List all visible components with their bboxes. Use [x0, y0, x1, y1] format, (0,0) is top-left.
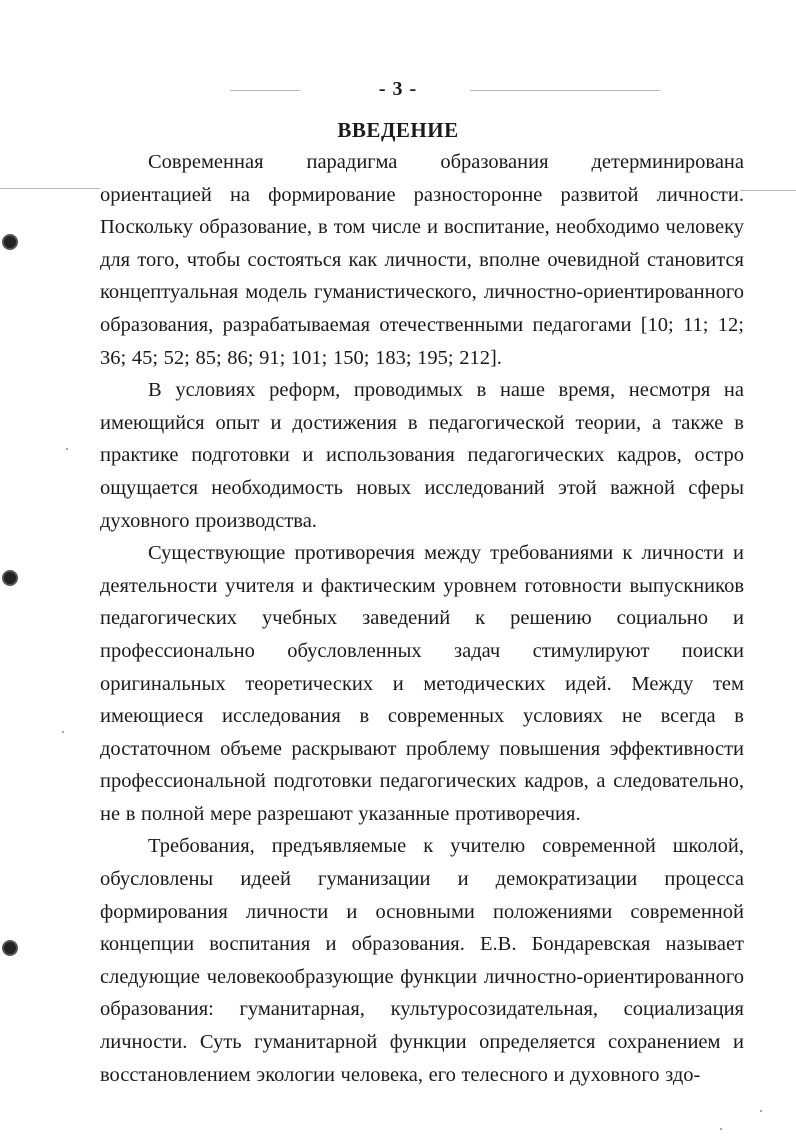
page-number: - 3 -	[378, 78, 418, 100]
scan-line-artifact	[0, 188, 100, 189]
punch-hole-icon	[4, 572, 16, 584]
scan-speck	[66, 448, 68, 450]
scan-line-artifact	[740, 190, 796, 191]
paragraph-1: Современная парадигма образования детерминирована ориентацией на формирование разносторонне развитой личности. Поскольку образование, в том числе и воспитание, необходимо человеку для того, чтобы состояться как личности, вполне очевидной становится концептуальная модель гуманистического, личностно-ориентированного образования, разрабатываемая отечественными педагогами [10; 11; 12; 36; 45; 52; 85; 86; 91; 101; 150; 183; 195; 212].	[100, 151, 744, 369]
punch-hole-icon	[4, 942, 16, 954]
scan-speck	[720, 1128, 722, 1130]
paragraph-3: Существующие противоречия между требованиями к личности и деятельности учителя и фактическим уровнем готовности выпускников педагогических учебных заведений к решению социально и профессионально обусловленных задач стимулируют поиски оригинальных теоретических и методических идей. Между тем имеющиеся исследования в современных условиях не всегда в достаточном объеме раскрывают проблему повышения эффективности профессиональной подготовки педагогических кадров, а следовательно, не в полной мере разрешают указанные противоречия.	[100, 542, 744, 825]
scan-speck	[760, 1110, 762, 1112]
punch-hole-icon	[4, 236, 16, 248]
paragraph-4: Требования, предъявляемые к учителю современной школой, обусловлены идеей гуманизации и демократизации процесса формирования личности и основными положениями современной концепции воспитания и образования. Е.В. Бондаревская называет следующие человекообразующие функции личностно-ориентированного образования: гуманитарная, культуросозидательная, социализация личности. Суть гуманитарной функции определяется сохранением и восстановлением экологии человека, его телесного и духовного здо-	[100, 835, 744, 1086]
section-heading: ВВЕДЕНИЕ	[337, 118, 459, 142]
scan-speck	[62, 731, 64, 733]
paragraph-2: В условиях реформ, проводимых в наше время, несмотря на имеющийся опыт и достижения в педагогической теории, а также в практике подготовки и использования педагогических кадров, остро ощущается необходимость новых исследований этой важной сферы духовного производства.	[100, 379, 744, 532]
body-text	[100, 146, 744, 1091]
